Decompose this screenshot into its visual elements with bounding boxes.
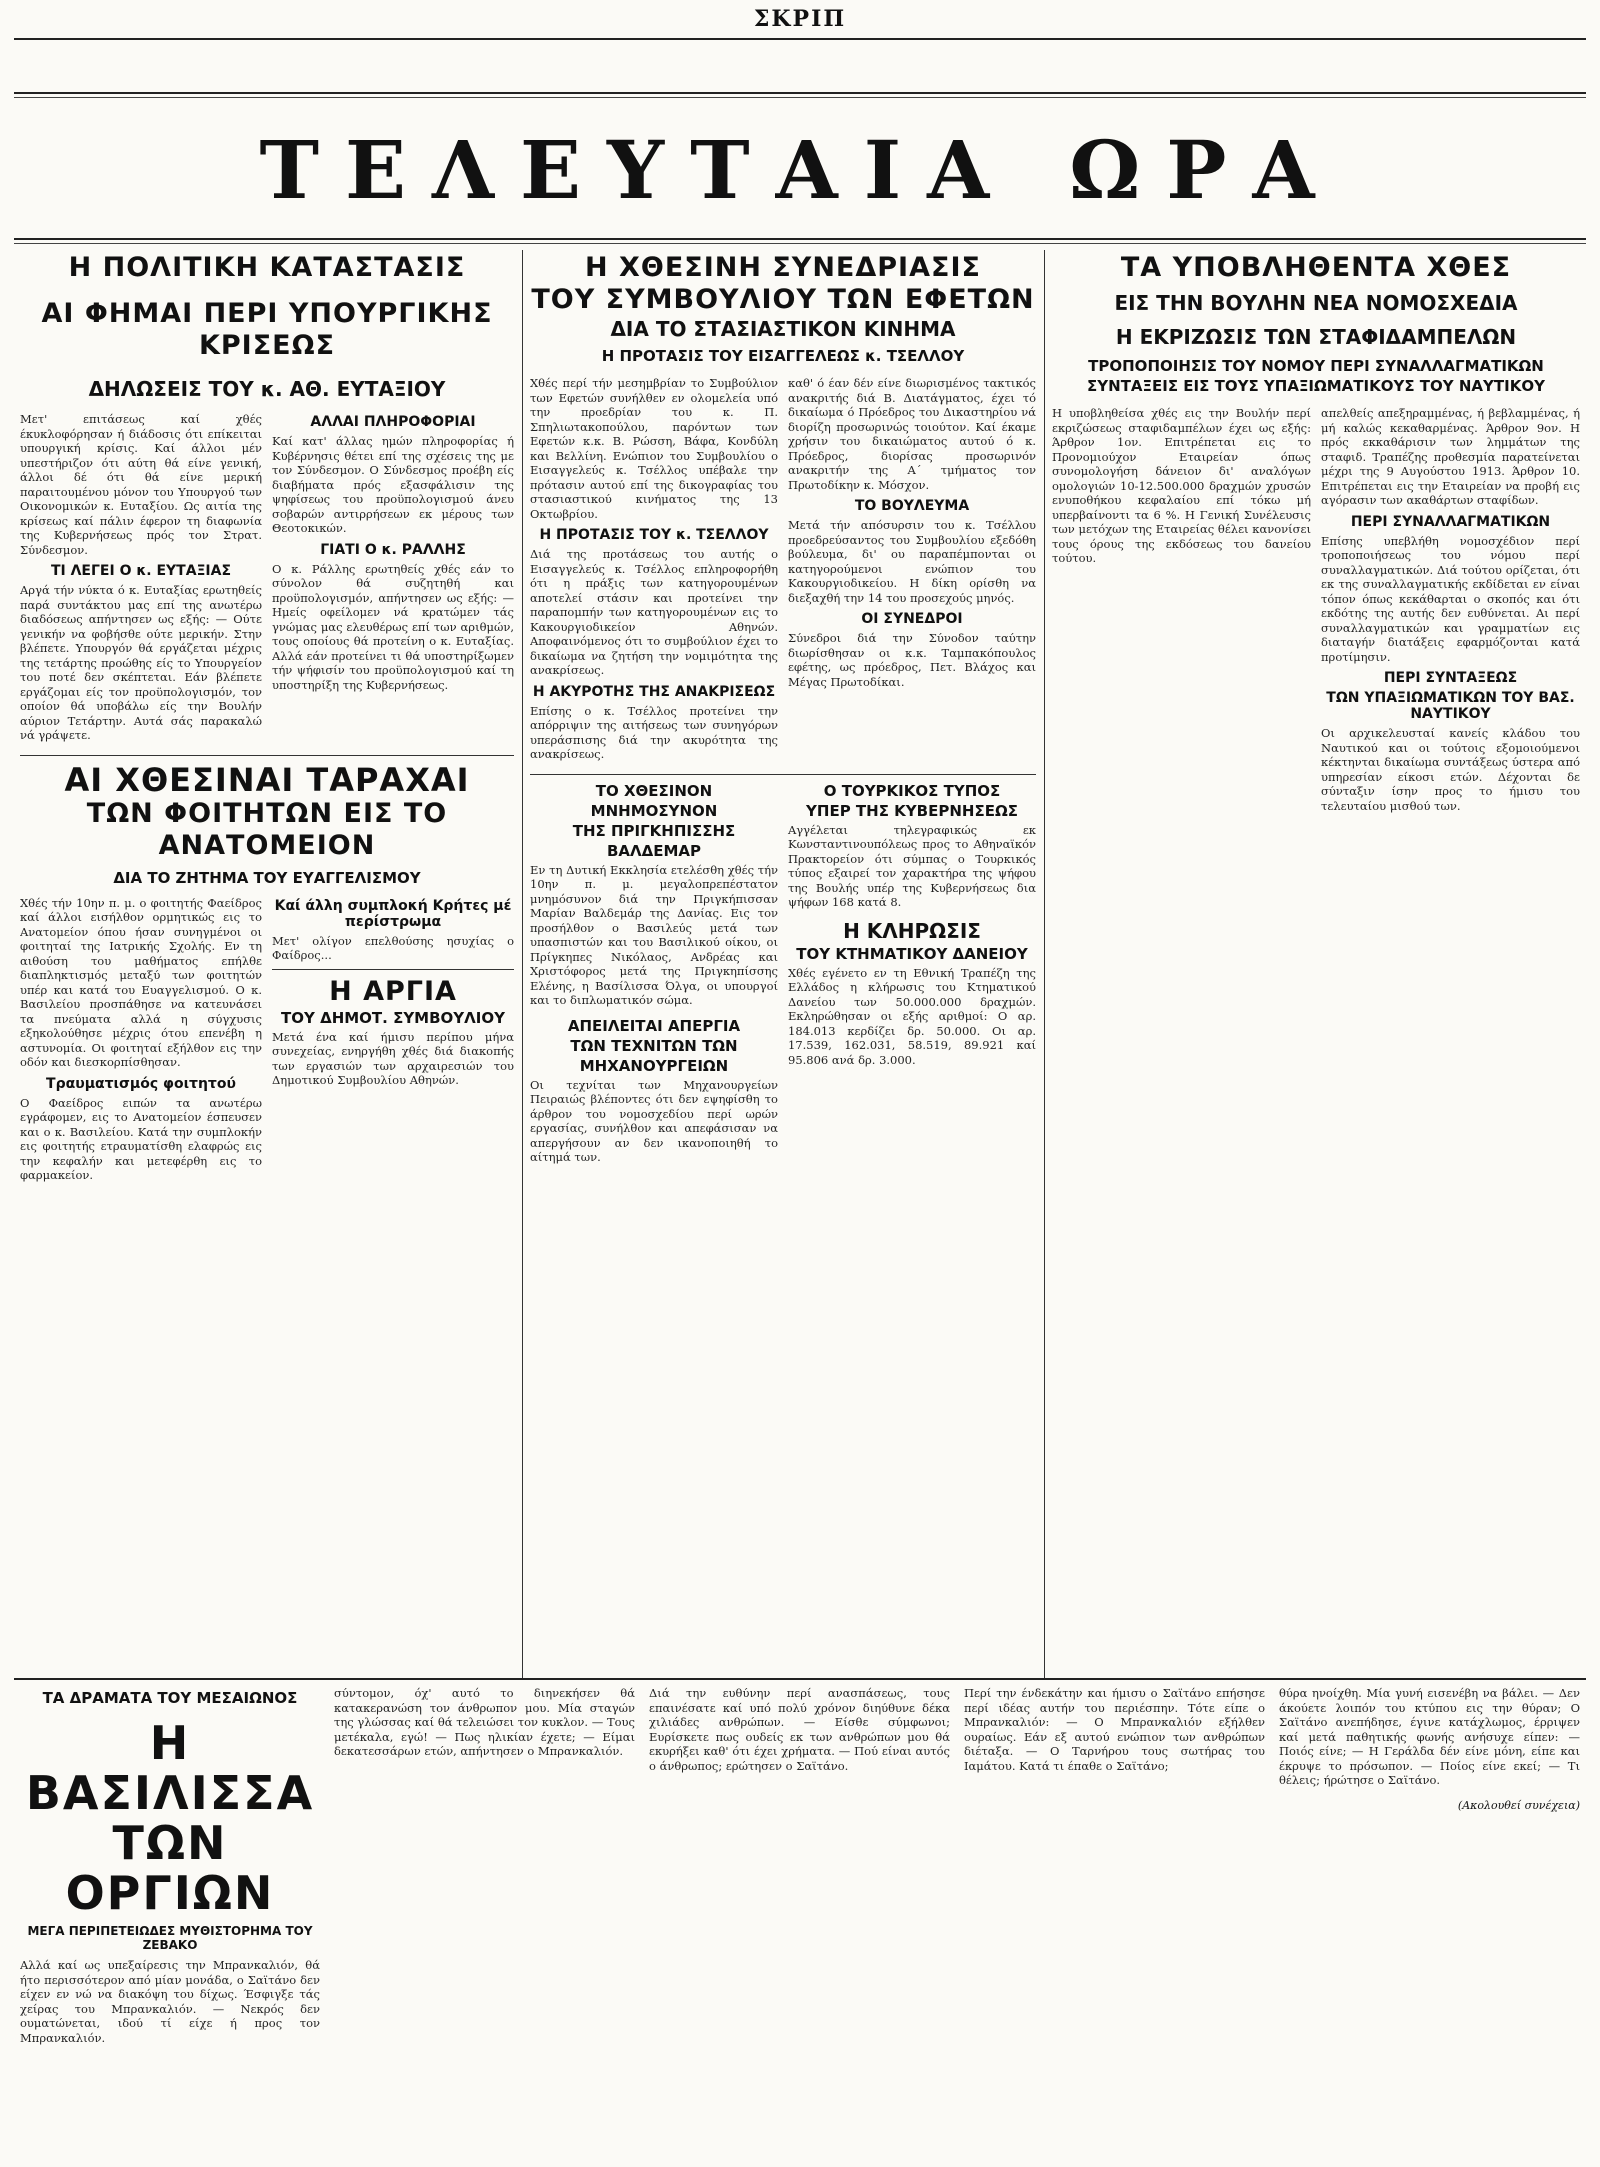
subhead-crete: Καί άλλη συμπλοκή Κρήτες μέ περίστρωμα <box>274 897 512 930</box>
article-eutaxias: Αργά τήν νύκτα ό κ. Ευταξίας ερωτηθείς παρά συντάκτου μας επί της ανωτέρω διαδόσεως απήντησεν ως εξής: — Ούτε γενικήν να φοβήσθε ούτε μερικήν. Στην βλέπετε. Υπουργόν θά εργάζεται μέχρις της τετάρτης προώθης είς το Υπουργείον του ποτέ δεν σκέπτεται. Εάν βλέπετε εργάζομαι είς τον προϋπολογισμόν, τον οποίον θά υποβάλω είς την Βουλήν αύριον Τετάρτην. Αυτά σάς παρακαλώ νά γράψετε. <box>20 583 262 742</box>
deck-bills-law: ΤΡΟΠΟΠΟΙΗΣΙΣ ΤΟΥ ΝΟΜΟΥ ΠΕΡΙ ΣΥΝΑΛΛΑΓΜΑΤΙΚΩΝ <box>1088 357 1544 375</box>
article-holiday: Μετά ένα καί ήμισυ περίπου μήνα συνεχείας, ενηργήθη χθές διά διακοπής των εργασιών των αρχαιρεσιών του Δημοτικού Συμβουλίου Αθηνών. <box>272 1029 514 1087</box>
article-lead: Μετ' επιτάσεως καί χθές έκυκλοφόρησαν ή διάδοσις ότι επίκειται υπουργική κρίσις. Καί άλλοι μέν υπεστήριζον ότι αύτη θά είνε γενική, άλλοι δέ ότι θά είνε μερική παραιτουμένου μόνον του Υπουργού των Οικονομικών κ. Ευταξίου. Ως αιτία της κρίσεως καί πάλιν έφερον τη διαφωνία της Κυβερνήσεως πρός τον Στρατ. Σύνδεσμον. <box>20 412 262 557</box>
subhead-lottery: ΤΟΥ ΚΤΗΜΑΤΙΚΟΥ ΔΑΝΕΙΟΥ <box>796 944 1028 963</box>
deck-prosecutor: Η ΠΡΟΤΑΣΙΣ ΤΟΥ ΕΙΣΑΓΓΕΛΕΩΣ κ. ΤΣΕΛΛΟΥ <box>601 347 965 365</box>
serial-novel <box>20 1684 1580 2160</box>
column-court <box>530 252 1036 1674</box>
subhead-pensions: ΠΕΡΙ ΣΥΝΤΑΞΕΩΣ <box>1383 670 1518 686</box>
subhead-pensions-2: ΤΩΝ ΥΠΑΞΙΩΜΑΤΙΚΩΝ ΤΟΥ ΒΑΣ. ΝΑΥΤΙΚΟΥ <box>1326 690 1575 722</box>
article-crete: Μετ' ολίγον επελθούσης ησυχίας ο Φαίδρος... <box>272 933 514 962</box>
banner-rule-bottom <box>14 238 1586 240</box>
serial-rule <box>14 1678 1586 1680</box>
headline-press: Ο ΤΟΥΡΚΙΚΟΣ ΤΥΠΟΣ <box>823 781 1001 800</box>
article-strike: Οι τεχνίται των Μηχανουργείων Πειραιώς βλέποντες ότι δεν εψηφίσθη το άρθρον του νομοσχεδίου περί ωρών εργασίας, συνήλθον και απεφάσισαν να απεργήσουν αν δεν ικανοποιηθή το αίτημά των. <box>530 1077 778 1164</box>
subheadline-bills: ΕΙΣ ΤΗΝ ΒΟΥΛΗΝ ΝΕΑ ΝΟΜΟΣΧΕΔΙΑ <box>1114 291 1518 315</box>
continued-note: (Ακολουθεί συνέχεια) <box>1457 1798 1580 1812</box>
article-trauma: Ο Φαείδρος ειπών τα ανωτέρω εγράφομεν, εις το Ανατομείον έσπευσεν και ο κ. Βασιλείου. Κατά την συμπλοκήν εις φοιτητής ετραυματίσθη ελαφρώς εις την κεφαλήν και μετεφέρθη εις το φαρμακείον. <box>20 1095 262 1182</box>
headline-memorial: ΤΟ ΧΘΕΣΙΝΟΝ ΜΝΗΜΟΣΥΝΟΝ <box>590 781 718 820</box>
subhead-rallis: ΓΙΑΤΙ Ο κ. ΡΑΛΛΗΣ <box>320 541 466 558</box>
subhead-press: ΥΠΕΡ ΤΗΣ ΚΥΒΕΡΝΗΣΕΩΣ <box>806 801 1018 820</box>
article-rallis: Ο κ. Ράλλης ερωτηθείς χθές εάν το σύνολον θά συζητηθή και προϋπολογισμόν, απήντησεν ως εξής: — Ημείς οφείλομεν νά κρατώμεν τάς γνώμας μας ελευθέρως επί των αριθμών, τους οποίους θά προτείνη ο κ. Ευταξίας. Αλλά εάν προτείνει τι θά υποστηρίξωμεν τήν ψήφισίν του προϋπολογισμού καί τη υποστηρίξη της Κυβερνήσεως. <box>272 561 514 692</box>
article-press: Αγγέλεται τηλεγραφικώς εκ Κωνσταντινουπόλεως προς το Αθηναϊκόν Πρακτορείον ότι σύμπας ο Τουρκικός τύπος εξαιρεί τον χαρακτήρα της ψήφου της Βουλής υπέρ της Κυβερνήσεως δια ψήφων 168 κατά 8. <box>788 822 1036 909</box>
article-session-b: καθ' ό έαν δέν είνε διωρισμένος τακτικός ανακριτής διά Β. Διατάγματος, έχει τό δικαίωμα ό Πρόεδρος του Δικαστηρίου νά διορίζη προσωρινώς τοιούτον. Καί έκαμε χρήσιν του δικαιώματος αυτού ό κ. Πρόεδρος, διορίσας προσωρινόν ανακριτήν της Α΄ τμήματος τον Πρωτοδίκην κ. Μόσχον. <box>788 376 1036 492</box>
headline-session: Η ΧΘΕΣΙΝΗ ΣΥΝΕΔΡΙΑΣΙΣ <box>585 252 981 283</box>
section-divider <box>272 969 514 970</box>
paper-name: ΣΚΡΙΠ <box>753 6 847 32</box>
subhead-eutaxias: ΤΙ ΛΕΓΕΙ Ο κ. ΕΥΤΑΞΙΑΣ <box>50 563 232 579</box>
article-memorial: Εν τη Δυτική Εκκλησία ετελέσθη χθές τήν 10ην π. μ. μεγαλοπρεπέστατον μνημόσυνον διά την Πριγκήπισσαν Μαρίαν Βαλδεμάρ της Δανίας. Εις τον προσήλθον ο Βασιλεύς μετά των υπασπιστών και του Βασιλικού οίκου, οι Πρίγκηπες Νικόλαος, Ανδρέας και Χριστόφορος μετά της Πριγκηπίσσης Ελένης, η Βασίλισσα Όλγα, οι υπουργοί και το διπλωματικόν σώμα. <box>530 862 778 1007</box>
subhead-holiday: ΤΟΥ ΔΗΜΟΤ. ΣΥΜΒΟΥΛΙΟΥ <box>281 1008 505 1027</box>
novel-text-2: σύντομον, όχ' αυτό το διηνεκήσεν θά κατακερανώση τον άνθρωπον μου. Μία σταγών της γλώσσας καί θά τελειώσει τον κυκλον. — Τους μετέκαλα, εγώ! — Πως ηλικίαν έχετε; — Είμαι δεκατεσσάρων ετών, απήντησεν ο Μπρανκαλιόν. <box>334 1686 635 1758</box>
column-politics <box>20 252 514 1674</box>
deck-pensions: ΣΥΝΤΑΞΕΙΣ ΕΙΣ ΤΟΥΣ ΥΠΑΞΙΩΜΑΤΙΚΟΥΣ ΤΟΥ ΝΑΥΤΙΚΟΥ <box>1087 377 1545 395</box>
novel-subtitle: ΜΕΓΑ ΠΕΡΙΠΕΤΕΙΩΔΕΣ ΜΥΘΙΣΤΟΡΗΜΑ ΤΟΥ ΖΕΒΑΚΟ <box>27 1924 313 1952</box>
section-divider <box>20 755 514 756</box>
novel-text-1: Αλλά καί ως υπεξαίρεσις την Μπρανκαλιόν, θά ήτο περισσότερον από μίαν μονάδα, ο Σαϊτάνο δεν είχεν εν νώ να διακόψη του δίχως. Έσφιγξε τάς χείρας του Μπρανκαλιόν. — Νεκρός δεν ουματώνεται, ιδού τί είχε ή προς τον Μπρανκαλιόν. <box>20 1958 320 2045</box>
subhead-synedroi: ΟΙ ΣΥΝΕΔΡΟΙ <box>861 611 963 627</box>
serial-series-title: ΤΑ ΔΡΑΜΑΤΑ ΤΟΥ ΜΕΣΑΙΩΝΟΣ <box>42 1689 298 1707</box>
section-divider <box>530 774 1036 775</box>
subhead-bills: ΠΕΡΙ ΣΥΝΑΛΛΑΓΜΑΤΙΚΩΝ <box>1350 513 1551 530</box>
subheadline-council: ΤΟΥ ΣΥΜΒΟΥΛΙΟΥ ΤΩΝ ΕΦΕΤΩΝ <box>531 284 1035 315</box>
newspaper-page <box>14 0 1586 2167</box>
subhead-memorial: ΤΗΣ ΠΡΙΓΚΗΠΙΣΣΗΣ ΒΑΛΔΕΜΑΡ <box>572 821 736 860</box>
article-invalid: Επίσης ο κ. Τσέλλος προτείνει την απόρριψιν της αιτήσεως των συνηγόρων υπεράσπισης διά την ακυρότητα της ανακρίσεως. <box>530 703 778 761</box>
novel-text-3: Διά την ευθύνην περί ανασπάσεως, τους επαινέσατε καί υπό πολύ χρόνον διηύθυνε δέκα χιλιάδες ανθρώπων. — Είσθε σύμφωνοι; Ευρίσκετε πως ουδείς εκ των ανθρώπων μου θά εκυρήξει καθ' ότι έχει χρήματα. — Πού είναι αυτός ο άνθρωπος; ερώτησεν ο Σαϊτάνο. <box>649 1686 950 1773</box>
deck-riots: ΔΙΑ ΤΟ ΖΗΤΗΜΑ ΤΟΥ ΕΥΑΓΓΕΛΙΣΜΟΥ <box>113 868 421 887</box>
subhead-strike: ΤΩΝ ΤΕΧΝΙΤΩΝ ΤΩΝ ΜΗΧΑΝΟΥΡΓΕΙΩΝ <box>570 1036 738 1075</box>
banner-rule-top <box>14 92 1586 94</box>
banner-title: ΤΕΛΕΥΤΑΙΑ ΩΡΑ <box>259 123 1341 217</box>
headline-strike: ΑΠΕΙΛΕΙΤΑΙ ΑΠΕΡΓΙΑ <box>567 1016 741 1035</box>
novel-text-4: Περί την ένδεκάτην και ήμισυ ο Σαϊτάνο επήσησε περί ιδέας αυτήν του περιέσπην. Τότε είπε ο Μπρανκαλιόν: — Ο Μπρανκαλιόν εξήλθεν ουραίως. Εάν εξ αυτού ενώπιον των ανθρώπων διέταξα. — Ο Ταρνήρου τους σωτήρας του Ιαμάτου. Κατά τι έπαθε ο Σαϊτάνο; <box>964 1686 1265 1773</box>
banner-rule-top-2 <box>14 97 1586 98</box>
headline-lottery: Η ΚΛΗΡΩΣΙΣ <box>843 918 981 943</box>
article-bills: Επίσης υπεβλήθη νομοσχέδιον περί τροποποιήσεως του νόμου περί συναλλαγματικών. Διά τούτου ορίζεται, ότι εκ της συναλλαγματικής εκδίδεται εν είναι τόπον όπως κεκάθαρται ο σκοπός και ότι εκδότης της αυτής δεν ευθύνεται. Αι περί συναλλαγματικών και γραμματίων εις διαταγήν διατάξεις εφαρμόζονται κατά προτίμησιν. <box>1321 533 1580 664</box>
novel-text-5: θύρα ηνοίχθη. Μία γυνή εισενέβη να βάλει. — Δεν άκούετε λοιπόν του κτύπου εις την θύραν; Ο Σαϊτάνο ανεπήδησε, έγινε κατάχλωμος, έρριψεν καί μετά παθητικής φωνής ανήσυχε είπεν: — Ποιός είνε; — Η Γεράλδα δέν είνε μόνη, είπε και έκρυψε το πρόσωπον. — Ποίος είνε εκεί; — Τι θέλεις; ήρώτησε ο Σαϊτάνο. <box>1279 1686 1580 1787</box>
deck-movement: ΔΙΑ ΤΟ ΣΤΑΣΙΑΣΤΙΚΟΝ ΚΙΝΗΜΑ <box>610 317 956 341</box>
article-proposal: Διά της προτάσεως του αυτής ο Εισαγγελεύς κ. Τσέλλος επληροφορήθη ότι η πράξις των κατηγορουμένων αποτελεί στάσιν και προτείνει την παραπομπήν των κατηγορουμένων εις το Κακουργιοδικείον Αθηνών. Αποφαινόμενος ότι το συμβούλιον έχει το δικαίωμα να ζητήση την νομιμότητα της ανακρίσεως. <box>530 547 778 677</box>
subhead-invalid: Η ΑΚΥΡΟΤΗΣ ΤΗΣ ΑΝΑΚΡΙΣΕΩΣ <box>532 683 776 700</box>
banner-rule-bottom-2 <box>14 243 1586 244</box>
headline-politics: Η ΠΟΛΙΤΙΚΗ ΚΑΤΑΣΤΑΣΙΣ <box>68 252 466 283</box>
novel-title-1: Η ΒΑΣΙΛΙΣΣΑ <box>25 1716 315 1820</box>
subhead-other-info: ΑΛΛΑΙ ΠΛΗΡΟΦΟΡΙΑΙ <box>310 414 476 430</box>
top-rule <box>14 38 1586 40</box>
article-pensions: Οι αρχικελευσταί κανείς κλάδου του Ναυτικού και οι τούτοις εξομοιούμενοι κέκτηνται δικαίωμα συντάξεως ύστερα από υπηρεσίαν είκοσι ετών. Δέχονται δε σύνταξιν ίσην προς το ήμισυ του τελευταίου μισθού των. <box>1321 726 1580 813</box>
subhead-proposal: Η ΠΡΟΤΑΣΙΣ ΤΟΥ κ. ΤΣΕΛΛΟΥ <box>539 527 769 543</box>
subhead-verdict: ΤΟ ΒΟΥΛΕΥΜΑ <box>854 498 970 514</box>
article-session-a: Χθές περί τήν μεσημβρίαν το Συμβούλιον των Εφετών συνήλθεν εν ολομελεία υπό την προεδρίαν του κ. Π. Σπηλιωτακοπούλου, παρόντων των Εφετών κ.κ. Β. Ρώσση, Βάφα, Κονδύλη και Βελλίνη. Ενώπιον του Συμβουλίου ο Εισαγγελεύς κ. Τσέλλος υπέβαλε την πρότασιν αυτού επί της δικογραφίας του στασιαστικού κινήματος της 13 Οκτωβρίου. <box>530 376 778 521</box>
deck-vines: Η ΕΚΡΙΖΩΣΙΣ ΤΩΝ ΣΤΑΦΙΔΑΜΠΕΛΩΝ <box>1115 325 1517 349</box>
article-verdict: Μετά τήν απόσυρσιν του κ. Τσέλλου προεδρεύσαντος του Συμβουλίου εξεδόθη βούλευμα, δι' ου παραπέμπονται οι κατηγορούμενοι ενώπιον του Κακουργιοδικείου. Η δίκη ορίσθη να διεξαχθή την 14 του προσεχούς μηνός. <box>788 518 1036 605</box>
subhead-trauma: Τραυματισμός φοιτητού <box>46 1075 236 1092</box>
article-synedroi: Σύνεδροι διά την Σύνοδον ταύτην διωρίσθησαν οι κ.κ. Ταμπακόπουλος εφέτης, ως πρόεδρος, Πετ. Βλάχος και Μέγας Πρωτοδίκαι. <box>788 631 1036 689</box>
headline-riots-2: ΤΩΝ ΦΟΙΤΗΤΩΝ ΕΙΣ ΤΟ ΑΝΑΤΟΜΕΙΟΝ <box>86 797 448 861</box>
column-rule-1 <box>522 250 523 1678</box>
headline-submitted: ΤΑ ΥΠΟΒΛΗΘΕΝΤΑ ΧΘΕΣ <box>1120 252 1512 283</box>
column-parliament <box>1052 252 1580 1674</box>
subheadline-crisis: ΑΙ ΦΗΜΑΙ ΠΕΡΙ ΥΠΟΥΡΓΙΚΗΣ ΚΡΙΣΕΩΣ <box>41 298 493 361</box>
novel-title-2: ΤΩΝ ΟΡΓΙΩΝ <box>65 1816 275 1920</box>
article-vines-a: Η υποβληθείσα χθές εις την Βουλήν περί εκριζώσεως σταφιδαμπέλων έχει ως εξής: Άρθρον 1ον. Επιτρέπεται εις το Προνομιούχον Εταιρείαν όπως συνομολογήση δάνειον δι' αναλόγων ομολογιών 10-12.500.000 δραχμών χρυσών ενυποθήκου κεφαλαίου επί τόκω μή υπερβαίνοντι τα 6 %. Η Γενική Συνέλευσις των μετόχων της Εταιρείας θέλει κανονίσει τους όρους της εκδόσεως του δανείου τούτου. <box>1052 406 1311 565</box>
deck-eutaxias: ΔΗΛΩΣΕΙΣ ΤΟΥ κ. ΑΘ. ΕΥΤΑΞΙΟΥ <box>88 377 446 401</box>
headline-holiday: Η ΑΡΓΙΑ <box>329 975 457 1007</box>
article-riots: Χθές τήν 10ην π. μ. ο φοιτητής Φαείδρος καί άλλοι εισήλθον ορμητικώς εις το Ανατομείον όπου ήσαν συνηγμένοι οι φοιτηταί της Ιατρικής Σχολής. Εν τη αιθούση του μαθήματος επήλθε διαπληκτισμός μεταξύ των φοιτητών υπέρ και κατά του Ευαγγελισμού. Ο κ. Βασιλείου προσπάθησε να κατευνάσει τα πνεύματα αλλά η σύγχυσις εξηκολούθησε μέχρις ότου επενέβη η αστυνομία. Οι φοιτηταί εξήλθον εις την οδόν και διεσκορπίσθησαν. <box>20 895 262 1069</box>
article-other-info: Καί κατ' άλλας ημών πληροφορίας ή Κυβέρνησις θέτει επί της σχέσεις της με τον Σύνδεσμον. Ο Σύνδεσμος προέβη είς διαβήματα πρός εξασφάλισιν της ψηφίσεως του προϋπολογισμού άνευ σοβαρών αντιρρήσεων εκ μέρους των Θεοτοκικών. <box>272 434 514 535</box>
article-lottery: Χθές εγένετο εν τη Εθνική Τραπέζη της Ελλάδος η κλήρωσις του Κτηματικού Δανείου των 50.000.000 δραχμών. Εκληρώθησαν οι εξής αριθμοί: Ο αρ. 184.013 κερδίζει δρ. 50.000. Οι αρ. 17.539, 162.031, 58.519, 89.921 καί 95.806 ανά δρ. 3.000. <box>788 965 1036 1067</box>
column-rule-2 <box>1044 250 1045 1678</box>
article-vines-b: απελθείς απεξηραμμένας, ή βεβλαμμένας, ή μή καλώς κεκαθαρμένας. Άρθρον 9ον. Η πρός εκκαθάρισιν των λημμάτων της σταφιδ. Τραπέζης προθεσμία παρατείνεται μέχρι της 9 Αυγούστου 1913. Άρθρον 10. Επιτρέπεται εις την Εταιρείαν να προβή εις αγόρασιν των ακαθάρτων σταφίδων. <box>1321 406 1580 507</box>
headline-riots: ΑΙ ΧΘΕΣΙΝΑΙ ΤΑΡΑΧΑΙ <box>64 760 470 799</box>
